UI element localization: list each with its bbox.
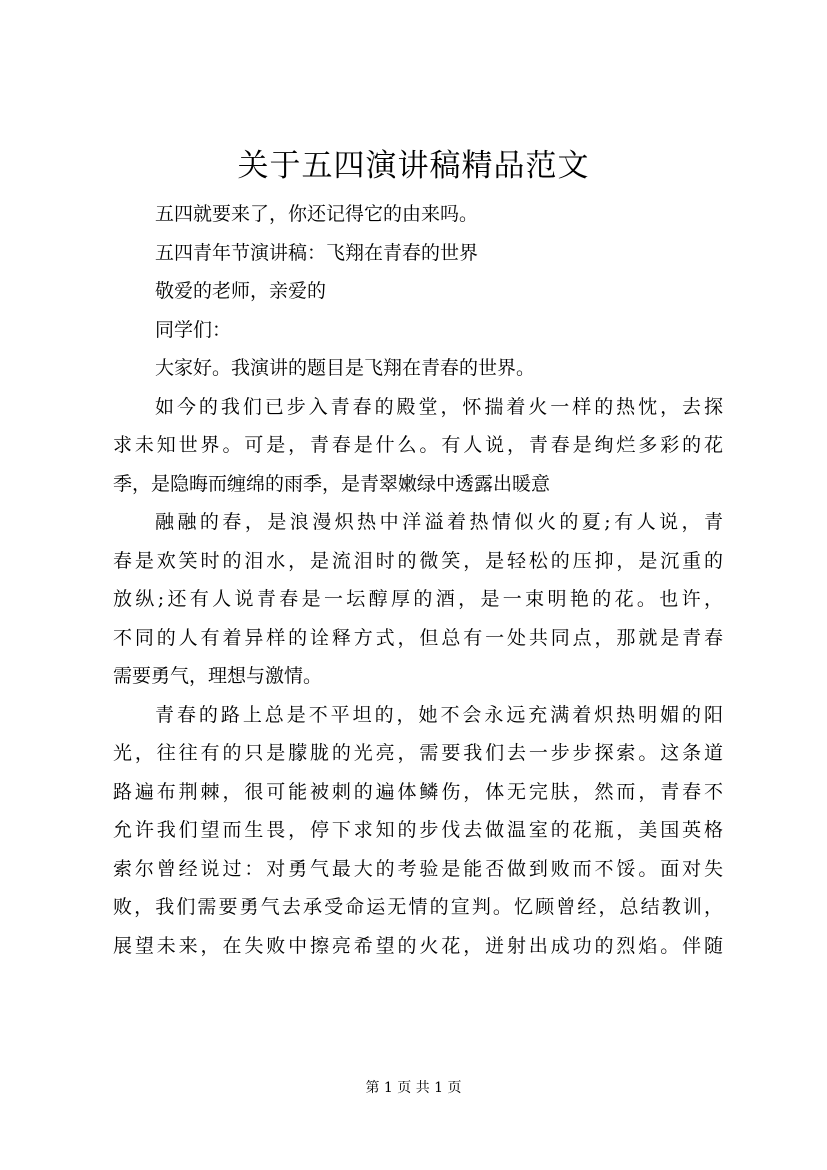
text-line: 索尔曾经说过：对勇气最大的考验是能否做到败而不馁。面对失: [113, 857, 723, 880]
text-line: 需要勇气，理想与激情。: [113, 665, 323, 687]
text-line: 融融的春，是浪漫炽热中洋溢着热情似火的夏;有人说，青: [155, 511, 723, 533]
text-line: 求未知世界。可是，青春是什么。有人说，青春是绚烂多彩的花: [113, 434, 723, 456]
text-line: 同学们：: [155, 318, 232, 341]
document-body: [113, 195, 723, 965]
text-line: 如今的我们已步入青春的殿堂，怀揣着火一样的热忱，去探: [155, 395, 723, 418]
text-line: 大家好。我演讲的题目是飞翔在青春的世界。: [155, 357, 536, 379]
text-line: 允许我们望而生畏，停下求知的步伐去做温室的花瓶，美国英格: [113, 819, 723, 841]
text-line: 不同的人有着异样的诠释方式，但总有一处共同点，那就是青春: [113, 626, 723, 649]
text-line: 放纵;还有人说青春是一坛醇厚的酒，是一束明艳的花。也许，: [113, 588, 723, 610]
text-line: 败，我们需要勇气去承受命运无情的宣判。忆顾曾经，总结教训，: [113, 896, 723, 918]
text-line: 季，是隐晦而缠绵的雨季，是青翠嫩绿中透露出暖意: [113, 472, 551, 495]
text-line: 春是欢笑时的泪水，是流泪时的微笑，是轻松的压抑，是沉重的: [113, 549, 723, 572]
text-line: 青春的路上总是不平坦的，她不会永远充满着炽热明媚的阳: [155, 703, 723, 726]
text-line: 展望未来，在失败中擦亮希望的火花，迸射出成功的烈焰。伴随: [113, 934, 723, 957]
page-footer: 第 1 页 共 1 页: [365, 1080, 462, 1096]
text-line: 路遍布荆棘，很可能被刺的遍体鳞伤，体无完肤，然而，青春不: [113, 780, 723, 803]
document-title: 关于五四演讲稿精品范文: [237, 148, 590, 184]
text-line: 五四青年节演讲稿：飞翔在青春的世界: [155, 241, 479, 264]
text-line: 五四就要来了，你还记得它的由来吗。: [155, 203, 479, 225]
text-line: 敬爱的老师，亲爱的: [155, 280, 327, 302]
text-line: 光，往往有的只是朦胧的光亮，需要我们去一步步探索。这条道: [113, 742, 723, 764]
